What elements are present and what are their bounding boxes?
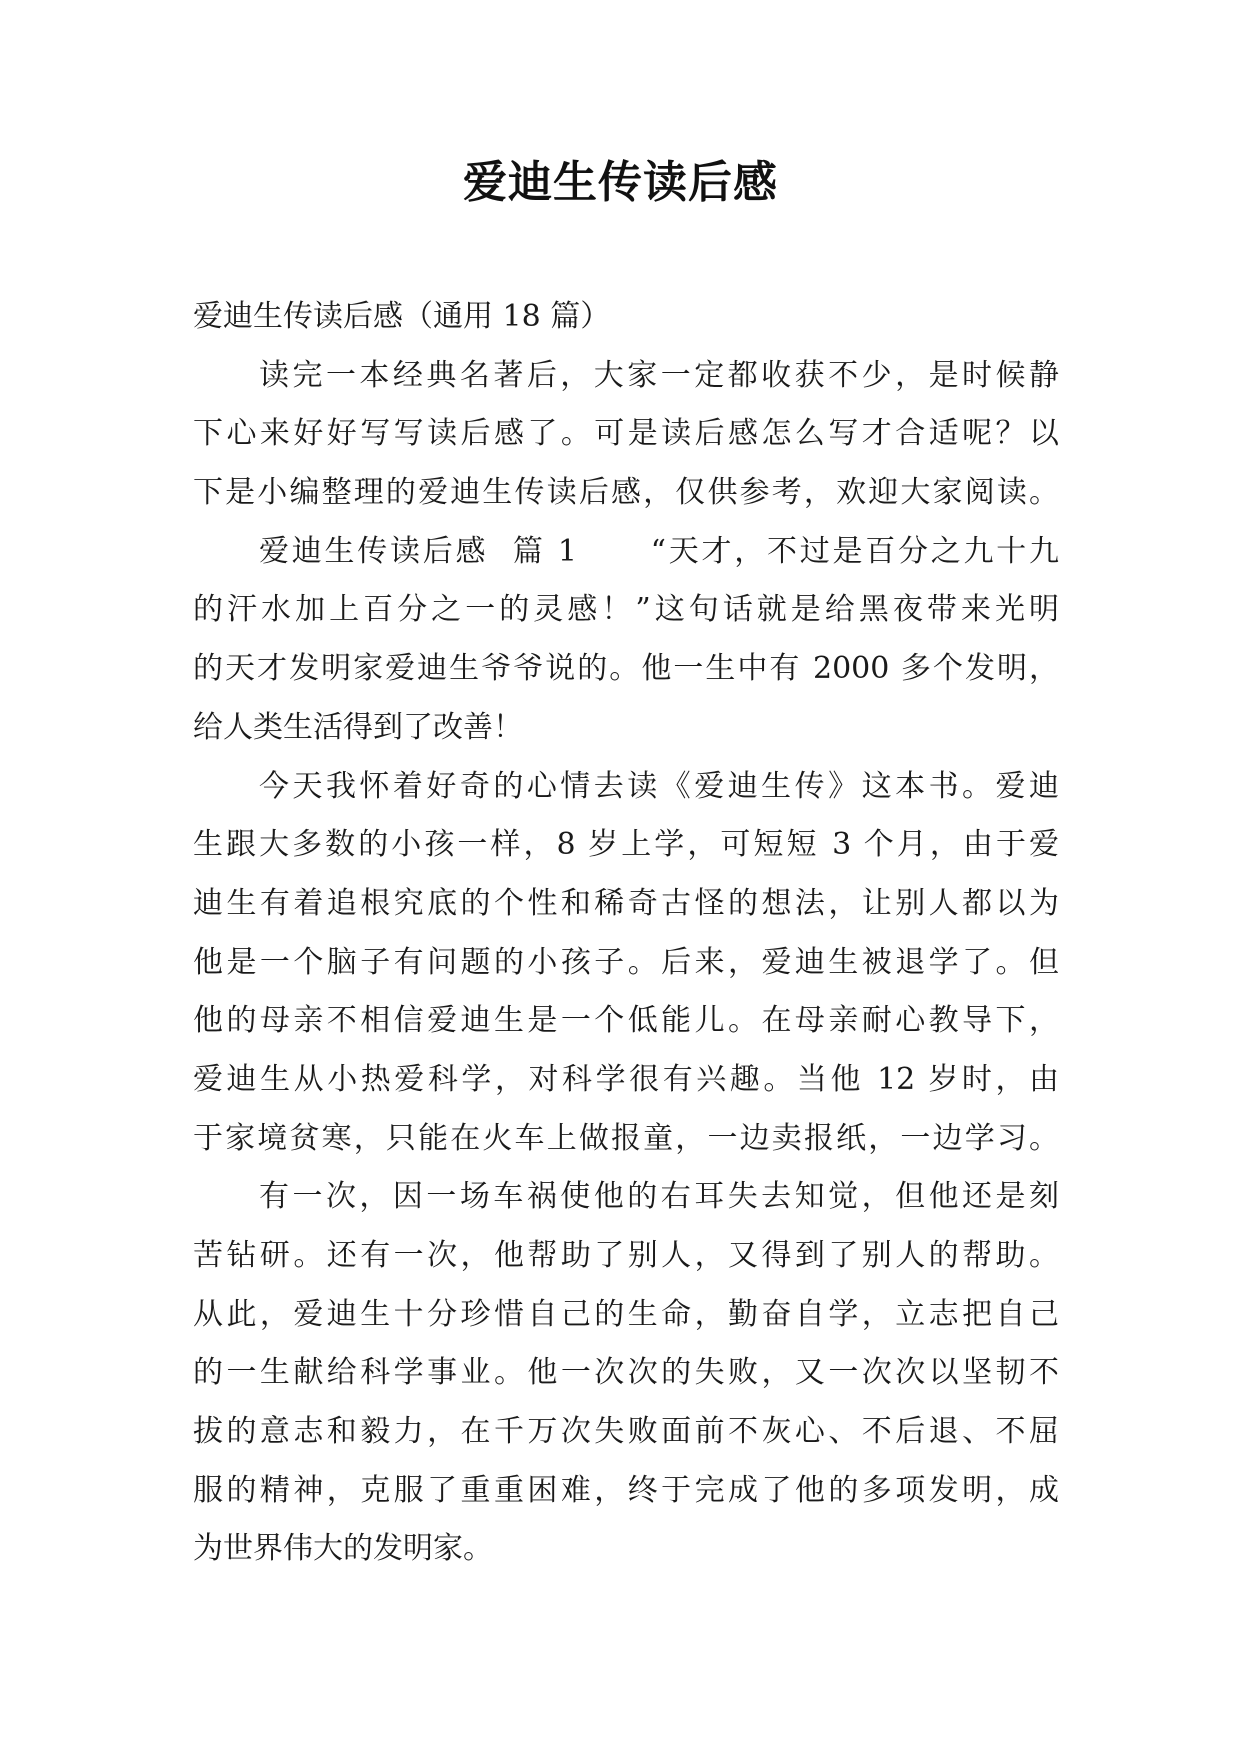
paragraph-line: 为世界伟大的发明家。 <box>193 1531 493 1567</box>
paragraph-line: 的一生献给科学事业。他一次次的失败，又一次次以坚韧不 <box>193 1355 1059 1391</box>
paragraph-line: 下是小编整理的爱迪生传读后感，仅供参考，欢迎大家阅读。 <box>193 475 1059 511</box>
document-body <box>193 288 1059 1579</box>
paragraph-line: 有一次，因一场车祸使他的右耳失去知觉，但他还是刻 <box>259 1179 1059 1215</box>
paragraph-intro <box>193 347 1059 523</box>
paragraph-line: 生跟大多数的小孩一样，8 岁上学，可短短 3 个月，由于爱 <box>193 827 1059 863</box>
paragraph-line: 服的精神，克服了重重困难，终于完成了他的多项发明，成 <box>193 1472 1059 1508</box>
paragraph-line: 的汗水加上百分之一的灵感！”这句话就是给黑夜带来光明 <box>193 592 1059 628</box>
paragraph-line: 的天才发明家爱迪生爷爷说的。他一生中有 2000 多个发明， <box>193 651 1059 687</box>
paragraph-line: 读完一本经典名著后，大家一定都收获不少，是时候静 <box>259 357 1059 393</box>
paragraph-line: 从此，爱迪生十分珍惜自己的生命，勤奋自学，立志把自己 <box>193 1296 1059 1332</box>
paragraph-line: 于家境贫寒，只能在火车上做报童，一边卖报纸，一边学习。 <box>193 1120 1059 1156</box>
paragraph-essay-1-childhood <box>193 758 1059 1169</box>
paragraph-line: 拔的意志和毅力，在千万次失败面前不灰心、不后退、不屈 <box>193 1414 1059 1450</box>
document-subtitle: 爱迪生传读后感（通用 18 篇） <box>193 299 611 334</box>
paragraph-line: 下心来好好写写读后感了。可是读后感怎么写才合适呢？以 <box>193 416 1059 452</box>
paragraph-line: 爱迪生从小热爱科学，对科学很有兴趣。当他 12 岁时，由 <box>193 1061 1059 1097</box>
paragraph-line: 迪生有着追根究底的个性和稀奇古怪的想法，让别人都以为 <box>193 885 1059 921</box>
document-title: 爱迪生传读后感 <box>463 157 778 208</box>
paragraph-line: 给人类生活得到了改善！ <box>193 709 523 745</box>
paragraph-essay-1-perseverance <box>193 1168 1059 1579</box>
paragraph-line: 爱迪生传读后感 篇 1 “天才，不过是百分之九十九 <box>259 533 1059 569</box>
paragraph-line: 他是一个脑子有问题的小孩子。后来，爱迪生被退学了。但 <box>193 944 1059 980</box>
paragraph-line: 今天我怀着好奇的心情去读《爱迪生传》这本书。爱迪 <box>259 768 1059 804</box>
paragraph-line: 苦钻研。还有一次，他帮助了别人，又得到了别人的帮助。 <box>193 1238 1059 1273</box>
paragraph-essay-1-opening <box>193 523 1059 758</box>
paragraph-line: 他的母亲不相信爱迪生是一个低能儿。在母亲耐心教导下， <box>193 1003 1059 1039</box>
